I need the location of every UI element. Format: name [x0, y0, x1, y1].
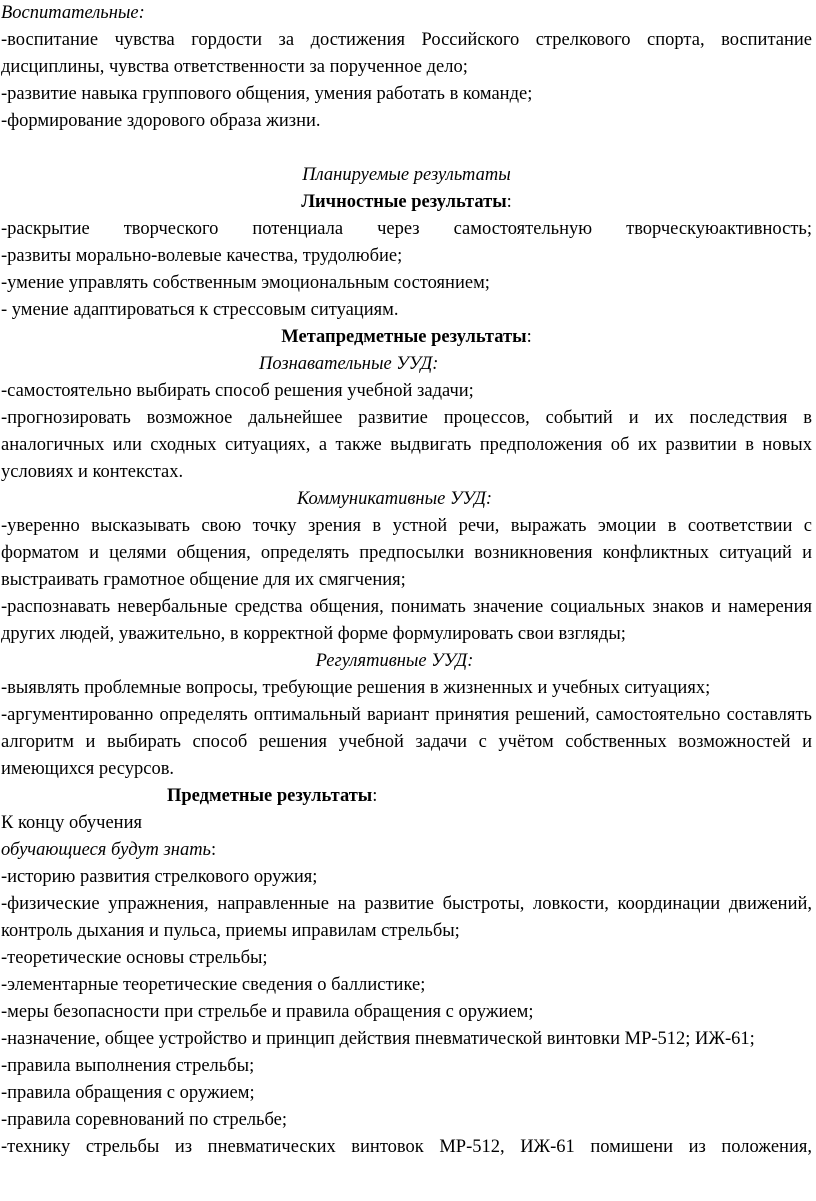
knowledge-item: -теоретические основы стрельбы;: [1, 948, 268, 968]
cognitive-uud-heading: Познавательные УУД:: [259, 354, 439, 374]
personal-item: -умение управлять собственным эмоциональным состоянием;: [1, 273, 490, 293]
communicative-item: -распознавать невербальные средства общения, понимать значение социальных знаков и намерения других людей, уважительно, в корректной форме формулировать свои взгляды;: [1, 597, 812, 644]
meta-results-heading: [1, 324, 812, 351]
vospitatelnye-item: -формирование здорового образа жизни.: [1, 111, 321, 131]
regulatory-item: -выявлять проблемные вопросы, требующие решения в жизненных и учебных ситуациях;: [1, 678, 711, 698]
cognitive-item: -самостоятельно выбирать способ решения учебной задачи;: [1, 381, 474, 401]
personal-item: - умение адаптироваться к стрессовым ситуациям.: [1, 300, 399, 320]
regulatory-item: -аргументированно определять оптимальный вариант принятия решений, самостоятельно составлять алгоритм и выбирать способ решения учебной задачи с учётом собственных возможностей и имеющихся ресурсов.: [1, 705, 812, 779]
subject-results-title: Предметные результаты: [167, 786, 373, 806]
knowledge-item: -технику стрельбы из пневматических винтовок МР-512, ИЖ-61 помишени из положения,: [1, 1137, 812, 1157]
communicative-item: -уверенно высказывать свою точку зрения в устной речи, выражать эмоции в соответствии с форматом и целями общения, определять предпосылки возникновения конфликтных ситуаций и выстраивать грамотное общение для их смягчения;: [1, 516, 812, 590]
knowledge-item: -меры безопасности при стрельбе и правила обращения с оружием;: [1, 1002, 534, 1022]
knowledge-item: -физические упражнения, направленные на развитие быстроты, ловкости, координации движений, контроль дыхания и пульса, приемы иправилам стрельбы;: [1, 894, 812, 941]
students-will-know-colon: :: [210, 840, 217, 860]
knowledge-item: -правила соревнований по стрельбе;: [1, 1110, 288, 1130]
personal-results-title: Личностные результаты: [301, 192, 507, 212]
knowledge-item: -назначение, общее устройство и принцип действия пневматической винтовки МР-512; ИЖ-61;: [1, 1029, 755, 1049]
meta-results-title: Метапредметные результаты: [281, 327, 527, 347]
knowledge-item: -правила обращения с оружием;: [1, 1083, 255, 1103]
communicative-uud-heading: Коммуникативные УУД:: [296, 489, 493, 509]
subject-results-colon: :: [372, 786, 378, 806]
subject-results-heading: [1, 783, 812, 810]
personal-item: -раскрытие творческого потенциала через самостоятельную творческуюактивность;: [1, 219, 812, 239]
students-will-know-text: обучающиеся будут знать: [1, 840, 211, 860]
knowledge-item: -элементарные теоретические сведения о баллистике;: [1, 975, 426, 995]
students-will-know-line: [1, 837, 812, 864]
cognitive-item: -прогнозировать возможное дальнейшее развитие процессов, событий и их последствия в аналогичных или сходных ситуациях, а также выдвигать предположения об их развитии в новых условиях и контекстах.: [1, 408, 812, 482]
vospitatelnye-item: -воспитание чувства гордости за достижения Российского стрелкового спорта, воспитание дисциплины, чувства ответственности за порученное дело;: [1, 30, 812, 77]
personal-results-colon: :: [506, 192, 512, 212]
regulatory-uud-heading: Регулятивные УУД:: [315, 651, 474, 671]
meta-results-colon: :: [526, 327, 532, 347]
knowledge-item: -правила выполнения стрельбы;: [1, 1056, 255, 1076]
vospitatelnye-item: -развитие навыка группового общения, умения работать в команде;: [1, 84, 533, 104]
end-of-training-text: К концу обучения: [1, 813, 142, 833]
personal-item: -развиты морально-волевые качества, трудолюбие;: [1, 246, 403, 266]
blank-line: [1, 135, 812, 162]
vospitatelnye-heading: Воспитательные:: [1, 3, 145, 23]
knowledge-item: -историю развития стрелкового оружия;: [1, 867, 318, 887]
personal-results-heading: [1, 189, 812, 216]
planned-results-heading: Планируемые результаты: [302, 165, 511, 185]
